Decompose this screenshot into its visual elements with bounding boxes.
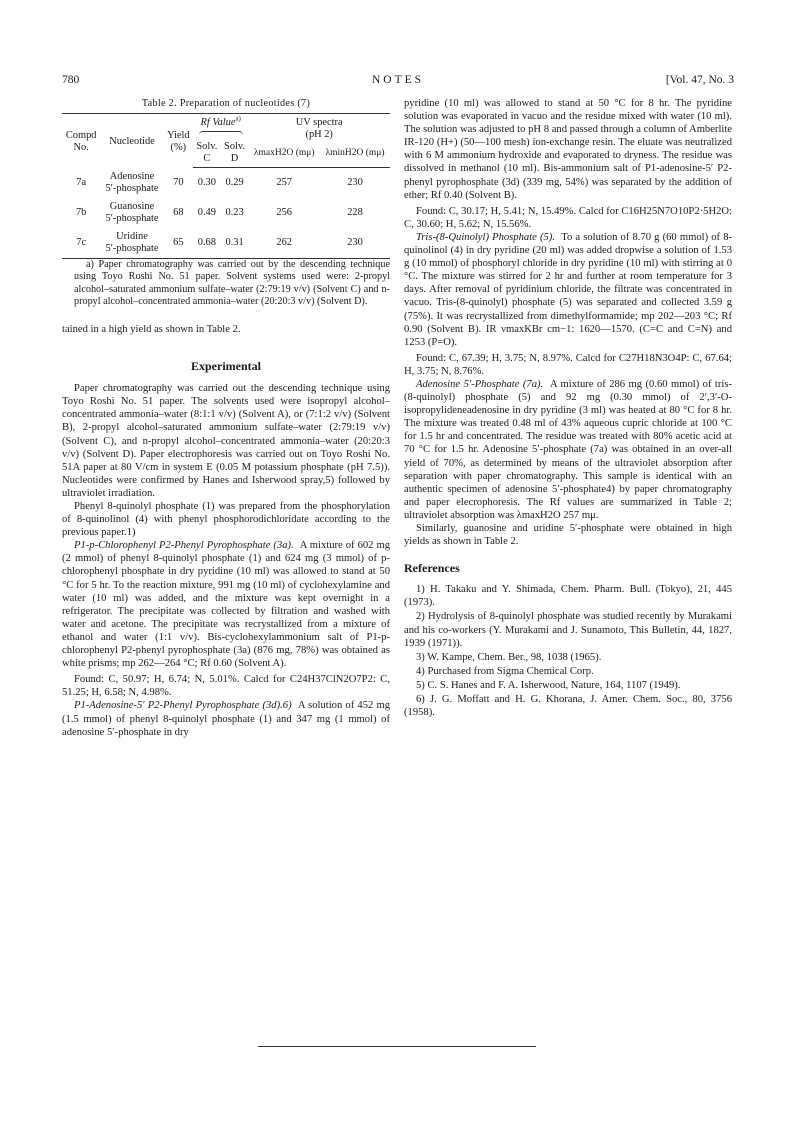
col-compd: Compd No. [62,114,100,168]
paragraph: Tris-(8-Quinolyl) Phosphate (5). To a solution of 8.70 g (60 mmol) of 8-quinolinol (4) in dry pyridine (20 ml) was added dropwise a solution of 1.53 g (10 mmol) of phosphoryl chloride in dry pyridine (10 ml) with stirring at 0 °C. The mixture was stirred for 2 hr and further at room temperature for 3 days. After removal of pyridinium chloride, the filtrate was concentrated in vacuo. Tris-(8-quinolyl) phosphate (5) was separated and collected 3.59 g (75%). It was recrystallized from dimethylformamide; mp 202—203 °C; Rf 0.90 (Solvent B). IR νmaxKBr cm−1: 1620—1570. (C=C and C=N) and 1253 (P=O). [404,231,733,348]
subheading: Adenosine 5′-Phosphate (7a). [416,378,544,390]
paragraph: pyridine (10 ml) was allowed to stand at 50 °C for 8 hr. The pyridine solution was evaporated in vacuo and the residue mixed with water (10 ml). The solution was adjusted to pH 8 and passed through a column of Amberlite IR-120 (H+) (50—100 mesh) ion-exchange resin. The eluate was neutralized with 6 M ammonium hydroxide and evaporated to dryness. The residue was dissolved in methanol (10 ml). Bis-ammonium salt of P1-adenosine-5′ P2-phenyl pyrophosphate (3d) (339 mg, 54%) was separated by the addition of ether; Rf 0.40 (Solvent B). [404,98,732,201]
reference-item: 3) W. Kampe, Chem. Ber., 98, 1038 (1965). [416,651,602,663]
footer-rule [258,1046,536,1047]
table-row: 7b Guanosine 5′-phosphate 68 0.49 0.23 256 228 [75,200,363,224]
volume-label: [Vol. 47, No. 3 [665,74,734,86]
col-nucleotide: Nucleotide [100,114,163,168]
col-uv: UV spectra [248,114,390,130]
paragraph: Found: C, 50.97; H, 6.74; N, 5.01%. Calcd for C24H37ClN2O7P2: C, 51.25; H, 6.58; N, 4.98%. [62,674,390,699]
paragraph: P1-Adenosine-5′ P2-Phenyl Pyrophosphate (3d).6) A solution of 452 mg (1.5 mmol) of phenyl 8-quinolyl phosphate (1) and 347 mg (1 mmol) of adenosine 5′-phosphate in dry [62,700,390,738]
reference-item: 2) Hydrolysis of 8-quinolyl phosphate was studied recently by Murakami and his co-workers (Y. Murakami and J. Sunamoto, This Bulletin, 44, 1827, 1939 (1971)). [404,611,732,649]
col-solv-d: Solv. D [221,141,249,168]
reference-item: 1) H. Takaku and Y. Shimada, Chem. Pharm. Bull. (Tokyo), 21, 445 (1973). [404,584,732,609]
rf-brace [193,129,248,141]
paragraph: Paper chromatography was carried out the descending technique using Toyo Roshi No. 51 paper. The solvents used were isopropyl alcohol–concentrated ammonia–water (8:1:1 v/v) (Solvent A), or (7:1:2 v/v) (Solvent B), 2-propyl alcohol–saturated ammonium sulfate–water (2:79:19 v/v) (Solvent C), and n-propyl alcohol–concentrated ammonia–water (20:20:3 v/v) (Solvent D). Paper electrophoresis was carried out on Toyo Roshi No. 51A paper at 80 V/cm in system E (0.05 M potassium phosphate (pH 7.5)). Nucleotides were confirmed by Hanes and Isherwood spray,5) followed by ultraviolet irradiation. [62,383,390,499]
reference-item: 4) Purchased from Sigma Chemical Corp. [416,665,594,677]
col-solv-c: Solv. C [193,141,221,168]
reference-item: 6) J. G. Moffatt and H. G. Khorana, J. Amer. Chem. Soc., 80, 3756 (1958). [404,694,732,719]
paragraph: tained in a high yield as shown in Table 2. [62,323,241,335]
col-yield: Yield (%) [164,114,193,168]
col-uv-ph: (pH 2) [305,129,333,141]
table-row: 7a Adenosine 5′-phosphate 70 0.30 0.29 257 230 [76,170,363,194]
col-rf: Rf Value$^{a)}$ [193,114,248,130]
paragraph: Similarly, guanosine and uridine 5′-phosphate were obtained in high yields as shown in Table 2. [404,523,732,548]
table-title: Table 2. Preparation of nucleotides (7) [141,98,311,109]
col-lambda-min: λminH2O (mμ) [320,141,390,168]
references-heading: References [404,561,460,576]
nucleotide-table [62,113,390,259]
subheading: P1-Adenosine-5′ P2-Phenyl Pyrophosphate (3d).6) [74,700,292,712]
paragraph: Phenyl 8-quinolyl phosphate (1) was prepared from the phosphorylation of 8-quinolinol (4) with phenyl phosphorodichloridate according to the previous paper.1) [62,501,390,539]
left-column [62,97,390,739]
page-header [62,74,734,88]
col-lambda-max: λmaxH2O (mμ) [248,141,320,168]
reference-item: 5) C. S. Hanes and F. A. Isherwood, Nature, 164, 1107 (1949). [416,679,681,691]
table-row: 7c Uridine 5′-phosphate 65 0.68 0.31 262 230 [62,228,390,259]
paragraph: Found: C, 67.39; H, 3.75; N, 8.97%. Calcd for C27H18N3O4P: C, 67.64; H, 3.75; N, 8.76%. [404,352,732,377]
right-column [404,97,732,720]
paragraph: Adenosine 5′-Phosphate (7a). A mixture of 286 mg (0.60 mmol) of tris-(8-quinolyl) phosphate (5) and 92 mg (0.30 mmol) of 2′,3′-O-isopropylideneadenosine in dry pyridine (3 ml) was heated at 80 °C for 8 hr. The mixture was treated 0.48 ml of 43% aqueous cupric chloride at 100 °C for 1.5 hr and concentrated. The residue was treated with 80% acetic acid at 70 °C for 1.5 hr. Adenosine 5′-phosphate (7a) was obtained in an over-all yield of 70%, as determined by means of the ultraviolet absorption after separation with paper chromatography. This sample is identical with an authentic specimen of adenosine 5′-phosphate4) by paper chromatography and paper elecrophoresis. The Rf values are summarized in Table 2; ultraviolet absorption was λmaxH2O 257 mμ. [404,378,732,521]
subheading: P1-p-Chlorophenyl P2-Phenyl Pyrophosphate (3a). [74,540,294,552]
paragraph: Found: C, 30.17; H, 5.41; N, 15.49%. Calcd for C16H25N7O10P2·5H2O: C, 30.60; H, 5.62; N, 15.56%. [404,205,732,230]
subheading: Tris-(8-Quinolyl) Phosphate (5). [416,231,555,243]
page-number: 780 [62,74,80,86]
section-heading: Experimental [191,359,261,374]
paragraph: P1-p-Chlorophenyl P2-Phenyl Pyrophosphate (3a). A mixture of 602 mg (2 mmol) of phenyl 8-quinolyl phosphate (1) and 624 mg (3 mmol) of p-chlorophenyl phosphate in dry pyridine (10 ml) was allowed to stand at 50 °C for 5 hr. To the reaction mixture, 991 mg (10 ml) of cyclohexylamine and water (10 ml) was added, and the mixture was kept overnight in a refrigerator. The precipitate was collected by filtration and washed with water and acetone. The precipitate was recrystallized from a mixture of ethanol and water (1:1 v/v). Bis-cyclohexylammonium salt of P1-p-chlorophenyl P2-phenyl pyrophosphate (3a) (876 mg, 78%) was obtained as white prisms; mp 262—264 °C; Rf 0.60 (Solvent A). [62,540,390,670]
running-head: NOTES [371,74,425,86]
references-list [404,583,732,719]
table-footnote: a) Paper chromatography was carried out by the descending technique using Toyo Roshi No. 51 paper. Solvent systems used were: 2-propyl alcohol–saturated ammonium sulfate–water (2:79:19 v/v) (Solvent C) and n-propyl alcohol–concentrated ammonia–water (20:20:3 v/v) (Solvent D). [74,258,390,308]
